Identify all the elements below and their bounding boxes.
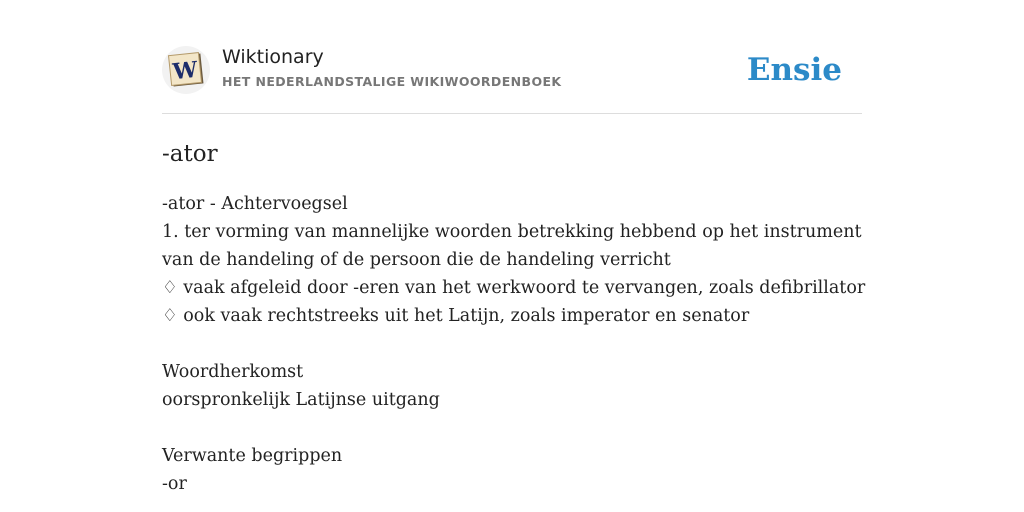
definition-body (162, 190, 866, 498)
site-name[interactable]: Wiktionary (222, 46, 324, 68)
ensie-logo-link[interactable]: Ensie (746, 52, 842, 88)
spacer (162, 330, 862, 358)
etymology-text: oorspronkelijk Latijnse uitgang (162, 390, 440, 410)
site-header (162, 0, 862, 114)
etymology-heading: Woordherkomst (162, 362, 304, 382)
definition-line-note-1: ♢ vaak afgeleid door -eren van het werkwoord te vervangen, zoals defibrillator (162, 278, 866, 298)
site-tagline: HET NEDERLANDSTALIGE WIKIWOORDENBOEK (222, 74, 562, 89)
related-term[interactable]: -or (162, 474, 187, 494)
logo-letter: W (171, 56, 199, 86)
term-title: -ator (162, 141, 218, 167)
wiktionary-logo-icon[interactable] (162, 46, 210, 94)
definition-line-note-2: ♢ ook vaak rechtstreeks uit het Latijn, zoals imperator en senator (162, 306, 750, 326)
page (162, 0, 866, 498)
definition-line-type: -ator - Achtervoegsel (162, 194, 348, 214)
definition-line-meaning: 1. ter vorming van mannelijke woorden betrekking hebbend op het instrument van de handeling of de persoon die de handeling verricht (162, 222, 862, 270)
related-heading: Verwante begrippen (162, 446, 343, 466)
wiktionary-logo-graphic (162, 46, 210, 94)
spacer (162, 414, 862, 442)
